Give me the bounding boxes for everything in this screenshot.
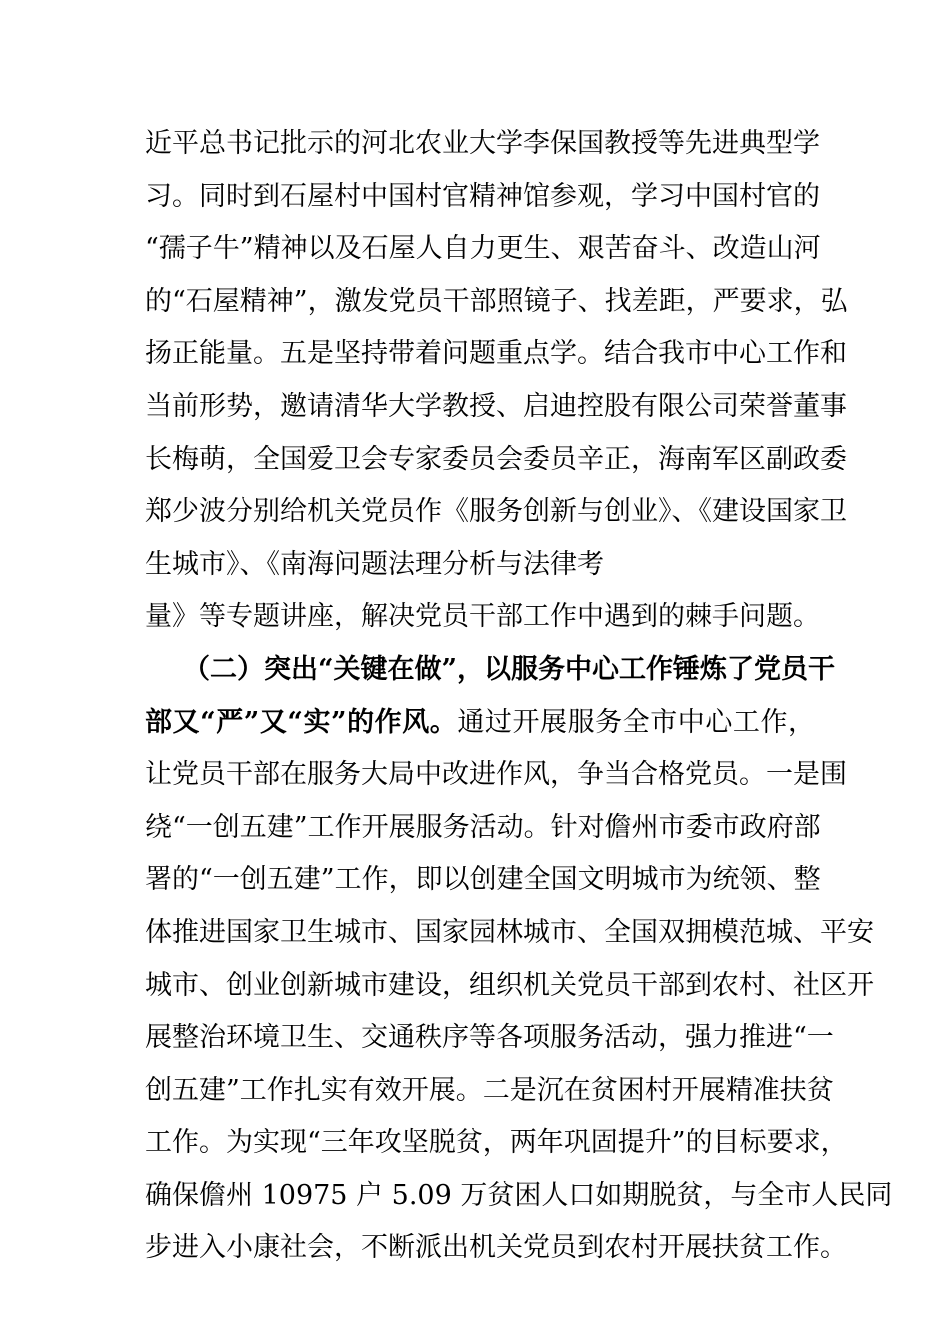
- text-line: 的“石屋精神”，激发党员干部照镜子、找差距，严要求，弘: [145, 285, 848, 317]
- section-heading: （二）突出“关键在做”，以服务中心工作锤炼了党员干: [183, 653, 836, 685]
- text-line: 习。同时到石屋村中国村官精神馆参观，学习中国村官的: [145, 180, 820, 212]
- text-line-mixed: [145, 697, 815, 750]
- text-line: 确保儋州 10975 户 5.09 万贫困人口如期脱贫，与全市人民同: [145, 1179, 893, 1211]
- body-text: [145, 118, 893, 1275]
- text-line: 城市、创业创新城市建设，组织机关党员干部到农村、社区开: [145, 969, 874, 1001]
- text-line: 创五建”工作扎实有效开展。二是沉在贫困村开展精准扶贫: [145, 1074, 834, 1106]
- text-line: 步进入小康社会，不断派出机关党员到农村开展扶贫工作。: [145, 1232, 847, 1264]
- text-line: 绕“一创五建”工作开展服务活动。针对儋州市委市政府部: [145, 811, 821, 843]
- text-line: 量》等专题讲座，解决党员干部工作中遇到的棘手问题。: [145, 601, 820, 633]
- text-line: 展整治环境卫生、交通秩序等各项服务活动，强力推进“一: [145, 1022, 834, 1054]
- text-line: “孺子牛”精神以及石屋人自力更生、艰苦奋斗、改造山河: [145, 233, 821, 265]
- text-line: 让党员干部在服务大局中改进作风，争当合格党员。一是围: [145, 759, 847, 791]
- text-line: 工作。为实现“三年攻坚脱贫，两年巩固提升”的目标要求，: [145, 1127, 848, 1159]
- text-line: 体推进国家卫生城市、国家园林城市、全国双拥模范城、平安: [145, 916, 874, 948]
- text-line: 当前形势，邀请清华大学教授、启迪控股有限公司荣誉董事: [145, 390, 847, 422]
- text-line: 郑少波分别给机关党员作《服务创新与创业》、《建设国家卫: [145, 496, 847, 528]
- text-line: 署的“一创五建”工作，即以创建全国文明城市为统领、整: [145, 864, 821, 896]
- text-line: 长梅萌，全国爱卫会专家委员会委员辛正，海南军区副政委: [145, 443, 847, 475]
- text-line: 扬正能量。五是坚持带着问题重点学。结合我市中心工作和: [145, 338, 847, 370]
- text-line: 近平总书记批示的河北农业大学李保国教授等先进典型学: [145, 128, 820, 159]
- section-heading-continued: 部又“严”又“实”的作风。: [145, 706, 458, 738]
- text-run: 通过开展服务全市中心工作，: [457, 706, 816, 738]
- text-line: 生城市》、《南海问题法理分析与法律考: [145, 548, 604, 580]
